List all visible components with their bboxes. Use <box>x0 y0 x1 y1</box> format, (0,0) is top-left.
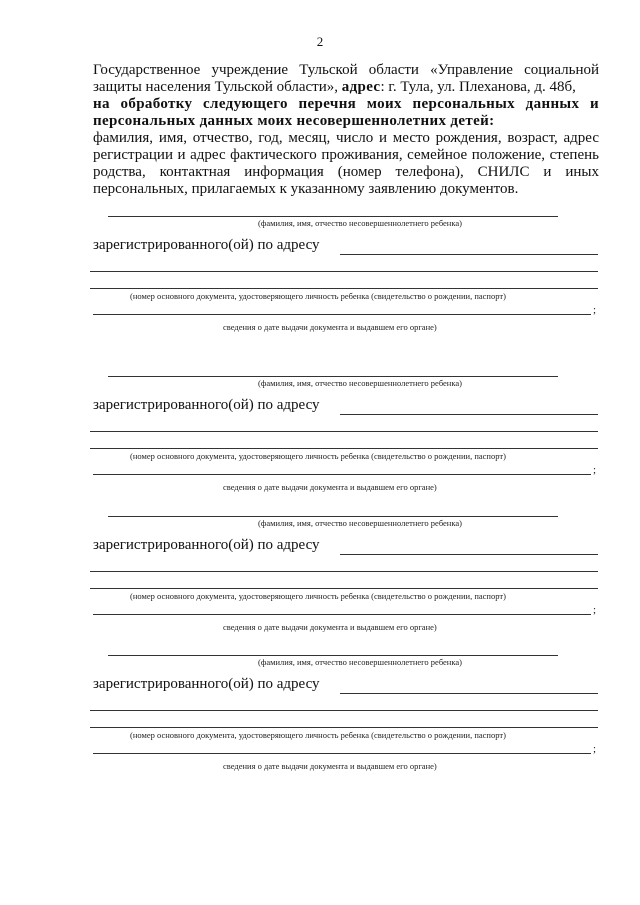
page-number: 2 <box>316 34 324 49</box>
child-name-caption: (фамилия, имя, отчество несовершеннолетнего ребенка) <box>258 518 462 528</box>
issue-caption: сведения о дате выдачи документа и выдавшем его органе) <box>223 761 437 771</box>
consent-scope <box>93 96 599 130</box>
document-issue-field[interactable] <box>93 474 591 475</box>
child-name-caption: (фамилия, имя, отчество несовершеннолетнего ребенка) <box>258 378 462 388</box>
operator-address: : г. Тула, ул. Плеханова, д. 48б, <box>380 79 576 95</box>
child-block <box>0 373 640 523</box>
line-end-semicolon: ; <box>593 304 597 316</box>
document-number-field[interactable] <box>90 288 598 289</box>
registration-address-field[interactable] <box>340 254 598 255</box>
operator-name: Государственное учреждение Тульской области «Управление социальной защиты населения Тульской области», <box>93 62 599 95</box>
document-number-field[interactable] <box>90 588 598 589</box>
child-block <box>0 652 640 802</box>
document-caption: (номер основного документа, удостоверяющего личность ребенка (свидетельство о рождении, паспорт) <box>130 291 506 301</box>
document-caption: (номер основного документа, удостоверяющего личность ребенка (свидетельство о рождении, паспорт) <box>130 730 506 740</box>
address-label: адрес <box>341 79 381 95</box>
line-end-semicolon: ; <box>593 464 597 476</box>
operator-paragraph <box>93 62 599 96</box>
issue-caption: сведения о дате выдачи документа и выдавшем его органе) <box>223 482 437 492</box>
registration-address-label: зарегистрированного(ой) по адресу <box>93 237 320 253</box>
document-issue-field[interactable] <box>93 753 591 754</box>
issue-caption: сведения о дате выдачи документа и выдавшем его органе) <box>223 322 437 332</box>
child-name-caption: (фамилия, имя, отчество несовершеннолетнего ребенка) <box>258 657 462 667</box>
document-caption: (номер основного документа, удостоверяющего личность ребенка (свидетельство о рождении, паспорт) <box>130 451 506 461</box>
line-end-semicolon: ; <box>593 743 597 755</box>
data-list: фамилия, имя, отчество, год, месяц, число и место рождения, возраст, адрес регистрации и адрес фактического проживания, семейное положение, степень родства, контактная информация (номер телефона), СНИЛС и иных персональных, прилагаемых к указанному заявлению документов. <box>93 130 599 197</box>
document-issue-field[interactable] <box>93 314 591 315</box>
registration-address-field[interactable] <box>340 693 598 694</box>
child-name-field[interactable] <box>108 376 558 377</box>
issue-caption: сведения о дате выдачи документа и выдавшем его органе) <box>223 622 437 632</box>
document-number-field[interactable] <box>90 727 598 728</box>
registration-address-label: зарегистрированного(ой) по адресу <box>93 537 320 553</box>
child-name-caption: (фамилия, имя, отчество несовершеннолетнего ребенка) <box>258 218 462 228</box>
registration-address-field-line2[interactable] <box>90 271 598 272</box>
document-issue-field[interactable] <box>93 614 591 615</box>
line-end-semicolon: ; <box>593 604 597 616</box>
document-caption: (номер основного документа, удостоверяющего личность ребенка (свидетельство о рождении, паспорт) <box>130 591 506 601</box>
child-name-field[interactable] <box>108 516 558 517</box>
registration-address-label: зарегистрированного(ой) по адресу <box>93 397 320 413</box>
registration-address-field-line2[interactable] <box>90 431 598 432</box>
consent-intro <box>93 62 599 198</box>
registration-address-field[interactable] <box>340 554 598 555</box>
document-number-field[interactable] <box>90 448 598 449</box>
consent-scope-text: на обработку следующего перечня моих персональных данных и персональных данных моих несовершеннолетних детей: <box>93 96 599 129</box>
child-name-field[interactable] <box>108 216 558 217</box>
registration-address-label: зарегистрированного(ой) по адресу <box>93 676 320 692</box>
child-block <box>0 513 640 663</box>
child-name-field[interactable] <box>108 655 558 656</box>
child-block <box>0 213 640 363</box>
registration-address-field-line2[interactable] <box>90 571 598 572</box>
registration-address-field-line2[interactable] <box>90 710 598 711</box>
registration-address-field[interactable] <box>340 414 598 415</box>
